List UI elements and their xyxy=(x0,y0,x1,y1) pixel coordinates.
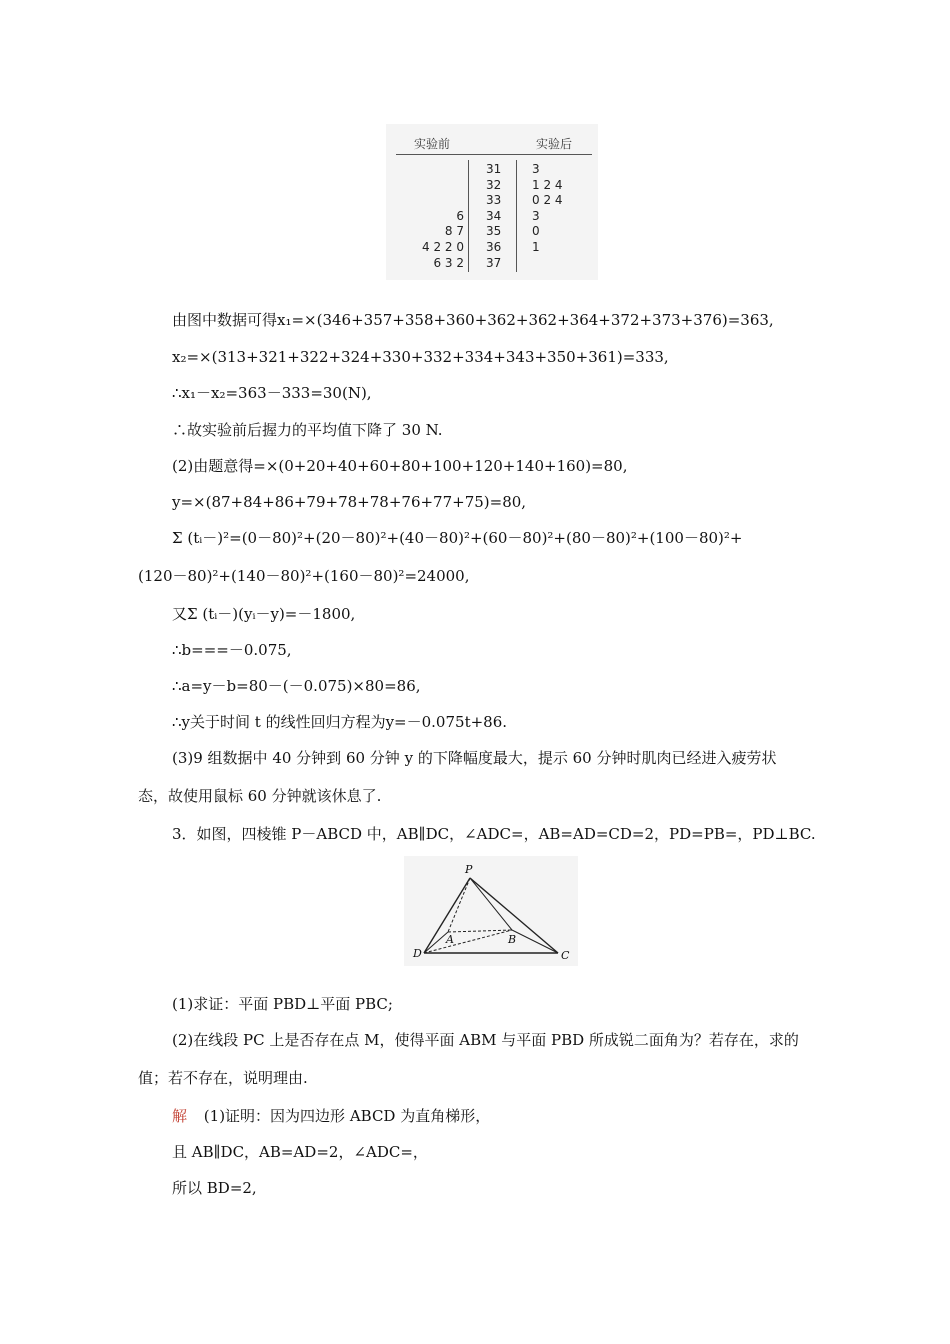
stem-value: 35 xyxy=(486,224,502,239)
text-line: (3)9 组数据中 40 分钟到 60 分钟 y 的下降幅度最大，提示 60 分钟时肌肉已经进入疲劳状 xyxy=(172,749,777,767)
leaf-after: 1 xyxy=(532,240,540,254)
stem-value: 33 xyxy=(486,193,502,208)
text-line: 又Σ (tᵢ－)(yᵢ－y)=－1800, xyxy=(172,605,356,623)
edge-pa xyxy=(448,878,470,932)
stem-value: 34 xyxy=(486,208,502,223)
text-line: ∴故实验前后握力的平均值下降了 30 N. xyxy=(172,421,443,439)
leaf-before: 8 7 xyxy=(444,224,464,239)
solution-text: (1)证明：因为四边形 ABCD 为直角梯形， xyxy=(203,1107,491,1125)
stem-leaf-row xyxy=(386,193,598,209)
label-d: D xyxy=(413,947,422,960)
stem-value: 37 xyxy=(486,255,502,270)
stem-leaf-row xyxy=(386,256,598,272)
stem-leaf-row xyxy=(386,224,598,240)
text-line: x₂=×(313+321+322+324+330+332+334+343+350+361)=333, xyxy=(172,348,669,366)
stem-leaf-row xyxy=(386,162,598,178)
header-before: 实验前 xyxy=(414,137,451,151)
label-a: A xyxy=(446,933,454,946)
text-line: 由图中数据可得x₁=×(346+357+358+360+362+362+364+372+373+376)=363, xyxy=(172,311,774,329)
header-after: 实验后 xyxy=(536,137,573,151)
pyramid-figure xyxy=(404,856,578,966)
stem-value: 31 xyxy=(486,162,502,176)
question-1: (1)求证：平面 PBD⊥平面 PBC; xyxy=(172,995,393,1013)
stem-value: 36 xyxy=(486,240,502,254)
text-line: ∴b===－0.075, xyxy=(172,641,292,659)
text-line: 态，故使用鼠标 60 分钟就该休息了. xyxy=(138,787,382,805)
leaf-after: 3 xyxy=(532,208,540,223)
solution-line xyxy=(172,1106,490,1126)
text-line: 值；若不存在，说明理由. xyxy=(138,1069,308,1087)
pyramid-diagram xyxy=(404,856,578,966)
text-line: (2)由题意得=×(0+20+40+60+80+100+120+140+160)=80, xyxy=(172,457,628,475)
stem-leaf-figure xyxy=(386,124,598,280)
edge-pb xyxy=(470,878,512,930)
label-c: C xyxy=(561,949,570,962)
leaf-after: 3 xyxy=(532,162,540,176)
header-divider xyxy=(396,154,592,155)
leaf-before: 6 xyxy=(456,208,464,223)
stem-leaf-row xyxy=(386,240,598,256)
leaf-before: 4 2 2 0 xyxy=(422,240,464,254)
leaf-after: 0 xyxy=(532,224,540,239)
solution-label: 解 xyxy=(172,1107,188,1125)
text-line: 且 AB∥DC，AB=AD=2，∠ADC=， xyxy=(172,1143,428,1161)
stem-value: 32 xyxy=(486,177,502,192)
question-2: (2)在线段 PC 上是否存在点 M，使得平面 ABM 与平面 PBD 所成锐二面角为？若存在，求的 xyxy=(172,1031,799,1049)
label-b: B xyxy=(508,933,517,946)
problem-statement: 3．如图，四棱锥 P－ABCD 中，AB∥DC，∠ADC=，AB=AD=CD=2，PD=PB=，PD⊥BC. xyxy=(172,825,816,843)
stem-leaf-row xyxy=(386,209,598,225)
leaf-after: 1 2 4 xyxy=(532,177,563,192)
text-line: (120－80)²+(140－80)²+(160－80)²=24000, xyxy=(138,567,470,585)
text-line: ∴y关于时间 t 的线性回归方程为y=－0.075t+86. xyxy=(172,713,508,731)
stem-leaf-row xyxy=(386,178,598,194)
leaf-before: 6 3 2 xyxy=(433,255,464,270)
leaf-after: 0 2 4 xyxy=(532,193,563,208)
text-line: ∴x₁－x₂=363－333=30(N), xyxy=(172,384,372,402)
edge-ab xyxy=(448,930,512,932)
text-line: Σ (tᵢ－)²=(0－80)²+(20－80)²+(40－80)²+(60－80)²+(80－80)²+(100－80)²+ xyxy=(172,529,743,547)
text-line: y=×(87+84+86+79+78+78+76+77+75)=80, xyxy=(172,493,527,511)
text-line: 所以 BD=2, xyxy=(172,1179,257,1197)
text-line: ∴a=y－b=80－(－0.075)×80=86, xyxy=(172,677,421,695)
label-p: P xyxy=(465,863,473,876)
